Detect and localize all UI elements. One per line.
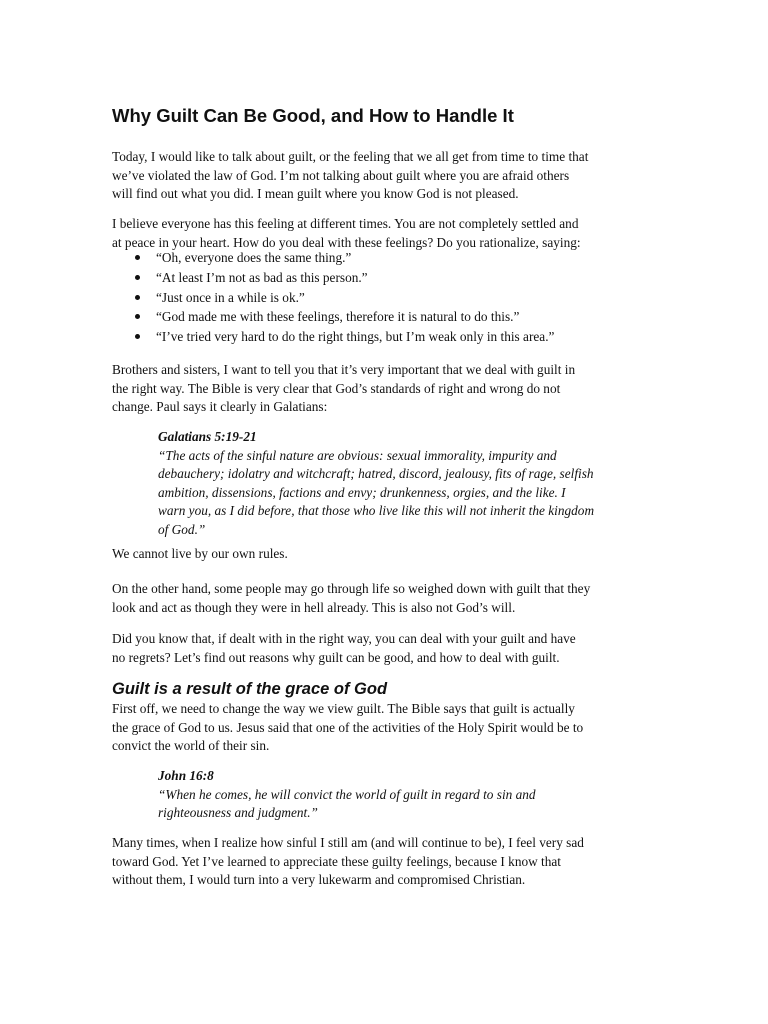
- text-line: without them, I would turn into a very lukewarm and compromised Christian.: [112, 872, 526, 888]
- quote-line: “When he comes, he will convict the world of guilt in regard to sin and: [158, 786, 536, 802]
- scripture-reference: Galatians 5:19-21: [158, 429, 257, 444]
- text-line: change. Paul says it clearly in Galatians:: [112, 399, 328, 415]
- list-item: “God made me with these feelings, therefore it is natural to do this.”: [112, 307, 672, 327]
- text-line: will find out what you did. I mean guilt where you know God is not pleased.: [112, 186, 519, 202]
- text-line: First off, we need to change the way we view guilt. The Bible says that guilt is actually: [112, 701, 575, 716]
- quote-line: righteousness and judgment.”: [158, 805, 318, 821]
- list-item: “Oh, everyone does the same thing.”: [112, 248, 672, 268]
- paragraph-rules: [112, 545, 672, 564]
- quote-line: ambition, dissensions, factions and envy; drunkenness, orgies, and the like. I: [158, 484, 566, 500]
- quote-line: “The acts of the sinful nature are obvious: sexual immorality, impurity and: [158, 447, 557, 463]
- text-line: Brothers and sisters, I want to tell you that it’s very important that we deal with guilt in: [112, 362, 576, 377]
- text-line: look and act as though they were in hell already. This is also not God’s will.: [112, 599, 516, 615]
- text-line: On the other hand, some people may go through life so weighed down with guilt that they: [112, 581, 591, 596]
- document-title: Why Guilt Can Be Good, and How to Handle It: [112, 105, 514, 126]
- text-line: at peace in your heart. How do you deal with these feelings? Do you rationalize, saying:: [112, 234, 581, 250]
- paragraph-first-off: [112, 700, 672, 756]
- quote-line: of God.”: [158, 521, 206, 537]
- paragraph-brothers: [112, 361, 672, 417]
- text-line: I believe everyone has this feeling at different times. You are not completely settled and: [112, 216, 579, 231]
- text-line: toward God. Yet I’ve learned to appreciate these guilty feelings, because I know that: [112, 853, 561, 869]
- text-line: Today, I would like to talk about guilt, or the feeling that we all get from time to time that: [112, 149, 589, 164]
- paragraph-did-you-know: [112, 630, 672, 667]
- text-line: We cannot live by our own rules.: [112, 546, 288, 561]
- text-line: we’ve violated the law of God. I’m not talking about guilt where you are afraid others: [112, 167, 570, 183]
- rationalization-list: [112, 248, 672, 347]
- paragraph-feeling: [112, 215, 672, 252]
- text-line: no regrets? Let’s find out reasons why guilt can be good, and how to deal with guilt.: [112, 649, 560, 665]
- quote-line: warn you, as I did before, that those who live like this will not inherit the kingdom: [158, 503, 595, 519]
- text-line: Did you know that, if dealt with in the right way, you can deal with your guilt and have: [112, 631, 576, 646]
- section-heading: Guilt is a result of the grace of God: [112, 680, 388, 698]
- text-line: convict the world of their sin.: [112, 738, 270, 754]
- text-line: the right way. The Bible is very clear that God’s standards of right and wrong do not: [112, 380, 561, 396]
- list-item: “Just once in a while is ok.”: [112, 288, 672, 308]
- scripture-quote-galatians: [158, 428, 658, 540]
- scripture-quote-john: [158, 767, 658, 823]
- text-line: Many times, when I realize how sinful I still am (and will continue to be), I feel very sad: [112, 835, 584, 850]
- scripture-reference: John 16:8: [158, 768, 214, 783]
- list-item: “I’ve tried very hard to do the right things, but I’m weak only in this area.”: [112, 327, 672, 347]
- paragraph-other-hand: [112, 580, 672, 617]
- quote-line: debauchery; idolatry and witchcraft; hatred, discord, jealousy, fits of rage, selfish: [158, 466, 594, 482]
- paragraph-many-times: [112, 834, 672, 890]
- paragraph-intro: [112, 148, 672, 204]
- text-line: the grace of God to us. Jesus said that one of the activities of the Holy Spirit would be to: [112, 719, 584, 735]
- list-item: “At least I’m not as bad as this person.”: [112, 268, 672, 288]
